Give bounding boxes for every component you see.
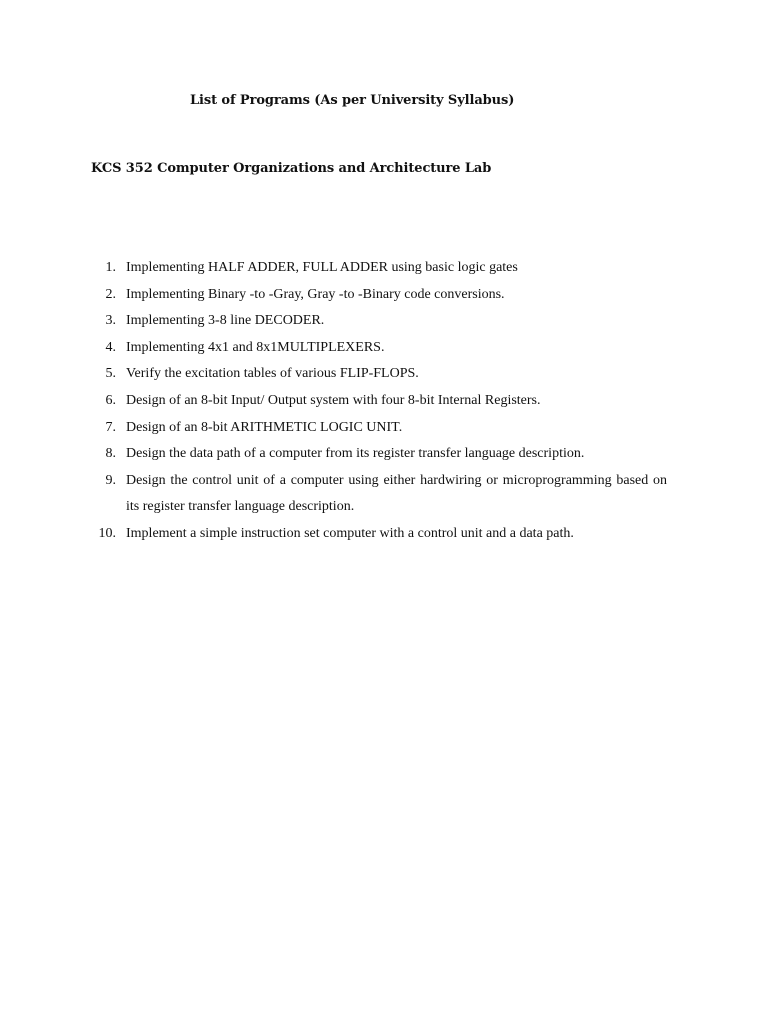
list-item-text: Implementing 3-8 line DECODER. <box>126 313 325 329</box>
list-item-number: 10. <box>98 525 116 541</box>
list-item-number: 4. <box>105 339 116 355</box>
list-item <box>0 361 768 388</box>
list-item-number: 7. <box>105 419 116 435</box>
list-item <box>0 415 768 442</box>
list-item-number: 9. <box>105 472 116 488</box>
list-item-number: 2. <box>105 286 116 302</box>
list-item <box>0 468 768 521</box>
list-item-text: Implementing 4x1 and 8x1MULTIPLEXERS. <box>126 339 385 355</box>
list-item-text: Implementing Binary -to -Gray, Gray -to -Binary code conversions. <box>126 286 505 302</box>
list-item <box>0 282 768 309</box>
course-heading: KCS 352 Computer Organizations and Architecture Lab <box>91 161 492 176</box>
list-item-number: 1. <box>105 260 116 275</box>
list-item-text: Implement a simple instruction set computer with a control unit and a data path. <box>126 525 574 541</box>
list-item-number: 8. <box>105 446 116 462</box>
list-item <box>0 388 768 415</box>
list-item-number: 3. <box>105 313 116 329</box>
list-item-text: Verify the excitation tables of various FLIP-FLOPS. <box>126 366 419 382</box>
list-item-text: Design the data path of a computer from its register transfer language description. <box>126 446 585 462</box>
list-item-number: 6. <box>105 392 116 408</box>
list-item <box>0 441 768 468</box>
list-item-text: Design of an 8-bit ARITHMETIC LOGIC UNIT. <box>126 419 403 435</box>
list-item-text: Design the control unit of a computer using either hardwiring or microprogramming based on its register transfer language description. <box>126 472 667 515</box>
list-item-text: Design of an 8-bit Input/ Output system with four 8-bit Internal Registers. <box>126 392 541 408</box>
list-item <box>0 521 768 548</box>
list-item <box>0 255 768 282</box>
list-item-text: Implementing HALF ADDER, FULL ADDER using basic logic gates <box>126 260 518 275</box>
list-item <box>0 308 768 335</box>
list-item <box>0 335 768 362</box>
program-list <box>0 255 768 548</box>
list-item-number: 5. <box>105 366 116 382</box>
page-title: List of Programs (As per University Syllabus) <box>190 93 515 108</box>
